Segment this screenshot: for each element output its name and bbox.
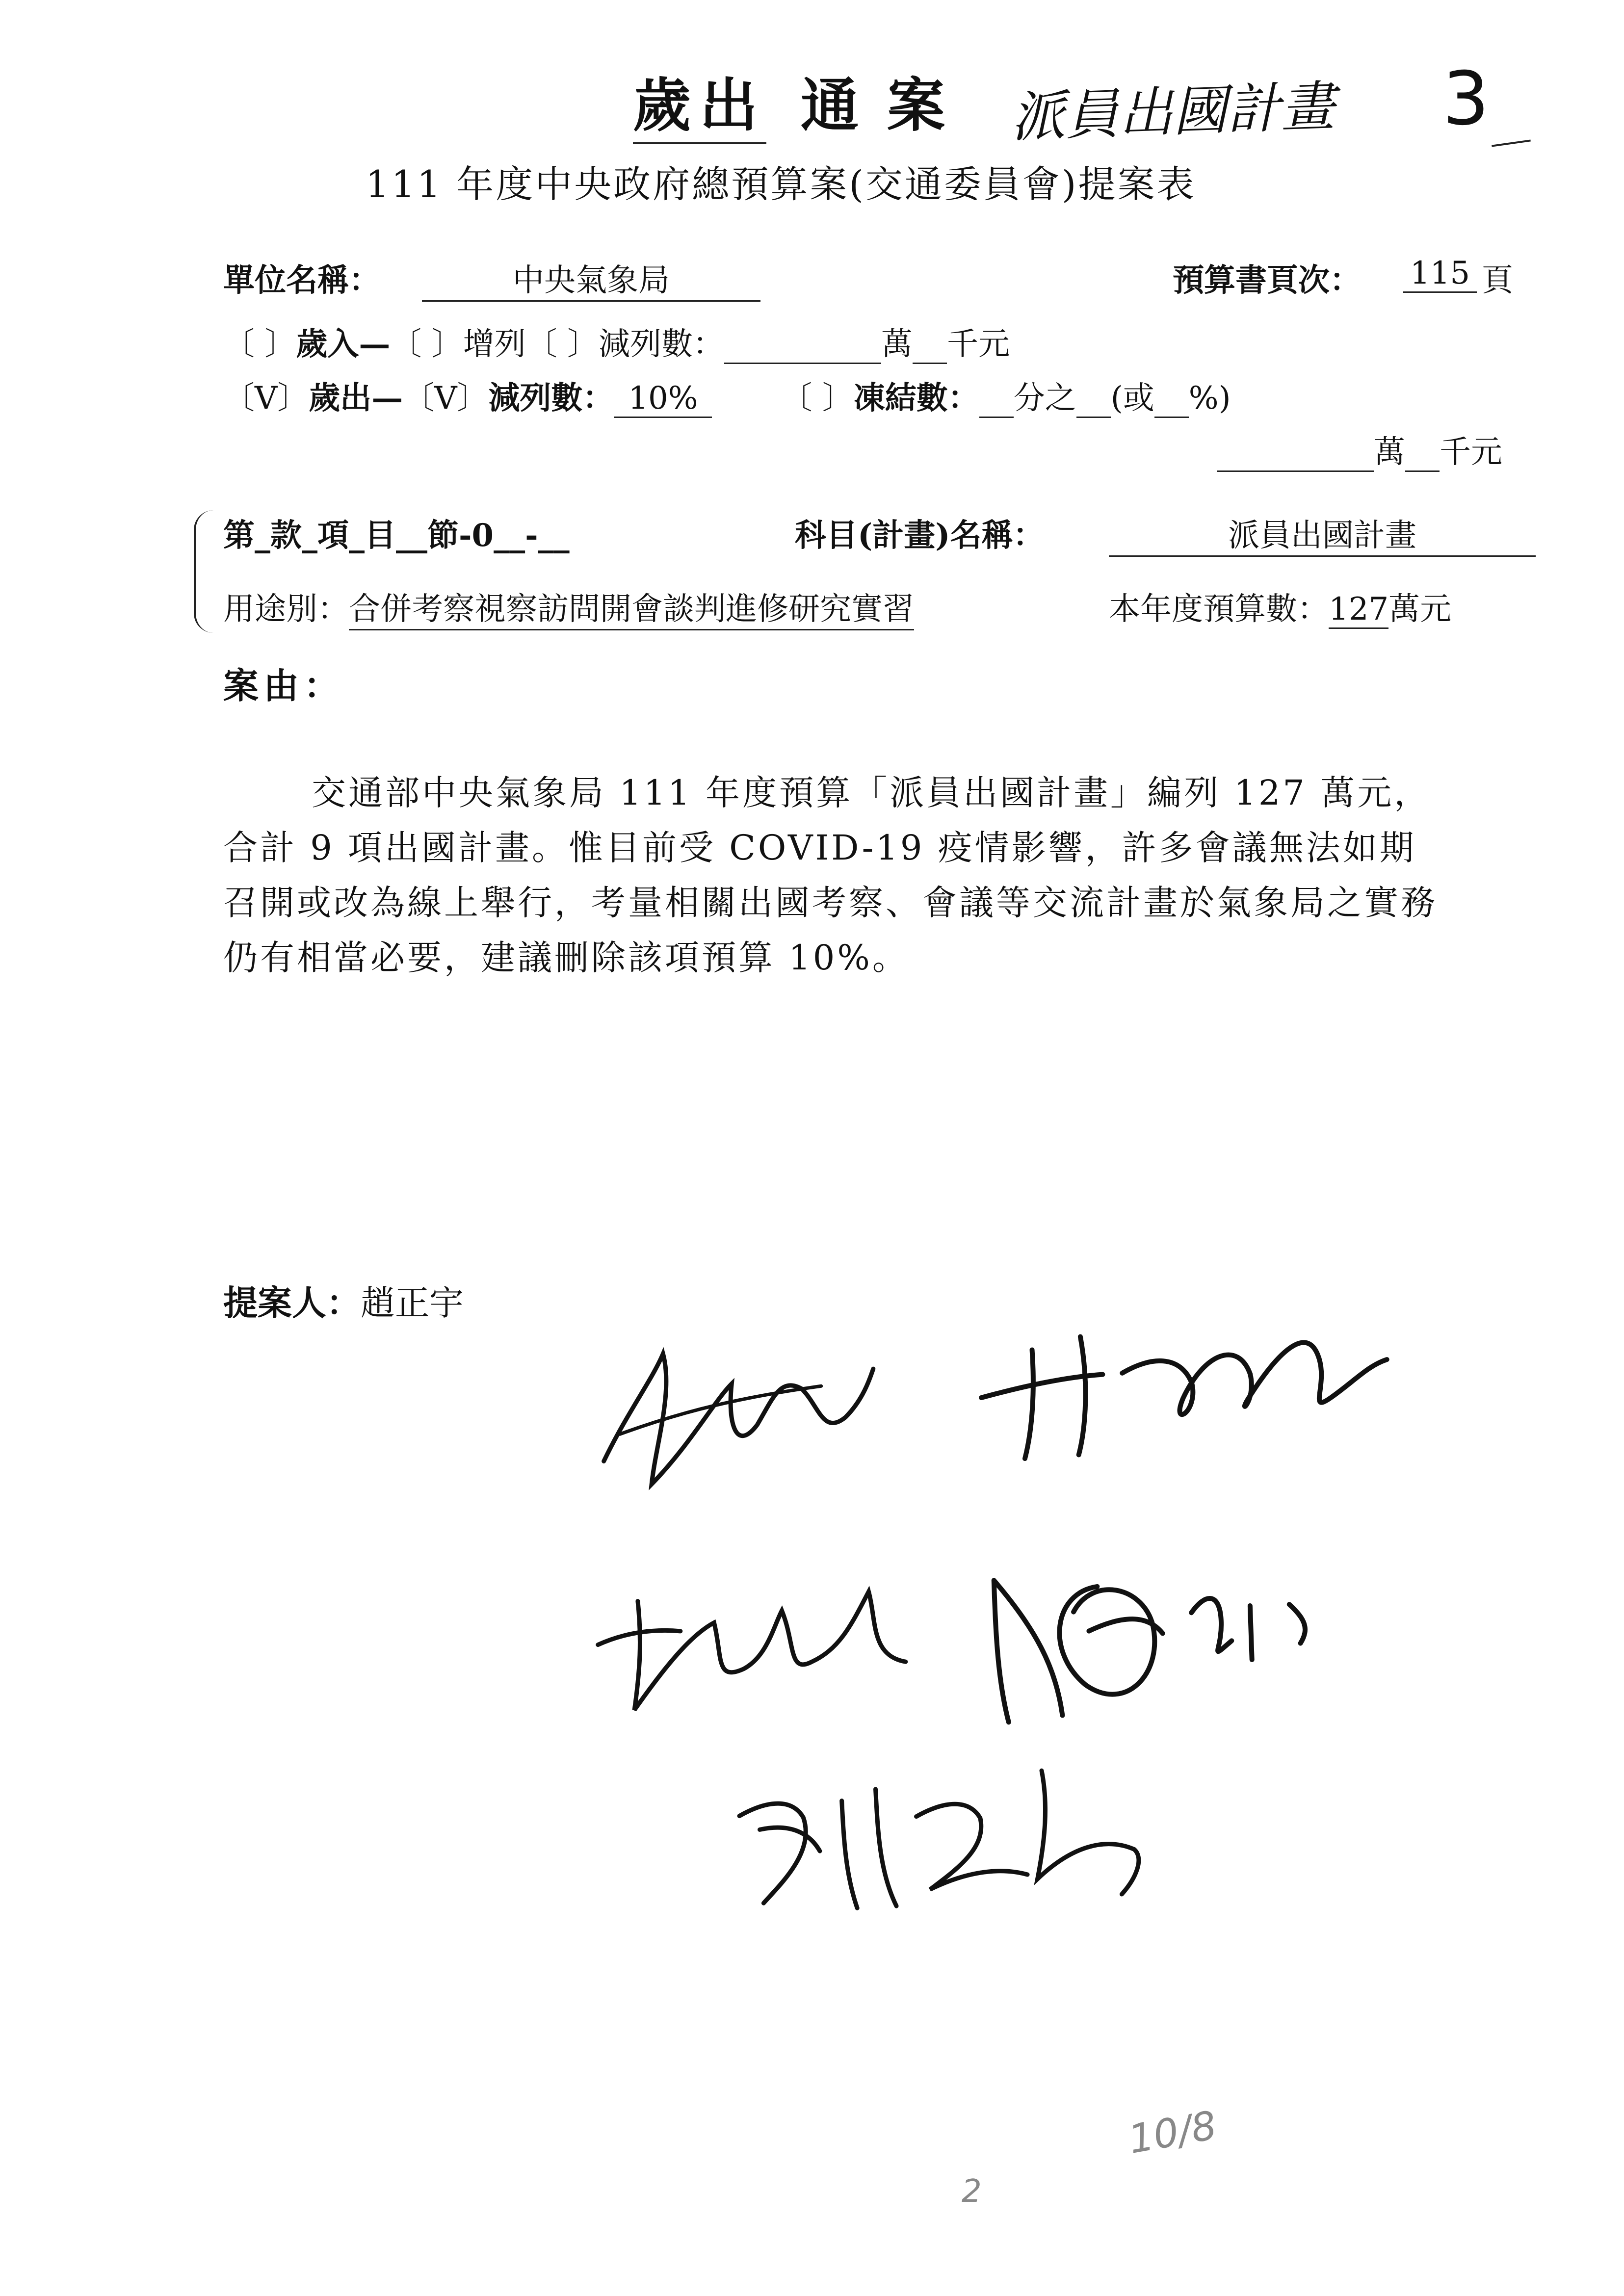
unit-name-label: 單位名稱： — [223, 262, 380, 299]
freeze-checkbox: 〔 〕 — [781, 380, 854, 417]
proposer-name: 趙正宇 — [361, 1283, 464, 1323]
handwritten-topic: 派員出國計畫 — [1010, 75, 1336, 149]
budget-amount-label: 本年度預算數： — [1109, 591, 1329, 627]
use-value: 合併考察視察訪問開會談判進修研究實習 — [349, 584, 914, 630]
page-number-underline — [1492, 139, 1531, 147]
freeze-denominator-blank — [1076, 380, 1111, 418]
budget-amount-value: 127 — [1329, 591, 1388, 629]
budget-page-value: 115 — [1403, 255, 1477, 293]
income-wan: 萬 — [881, 326, 913, 363]
income-line — [223, 319, 1010, 364]
expenditure-cut-label: 減列數： — [488, 380, 614, 417]
title-word-case: 案 — [887, 71, 954, 139]
expenditure-cut-checkbox: 〔V〕 — [403, 380, 489, 417]
freeze-percent-blank — [1154, 380, 1189, 418]
freeze-qian-blank — [1405, 434, 1440, 472]
expenditure-label: 歲出— — [309, 380, 403, 417]
use-label: 用途別： — [223, 591, 349, 627]
income-qian-blank — [913, 326, 947, 364]
income-add-checkbox: 〔 〕 — [390, 326, 463, 363]
expenditure-cut-value: 10% — [614, 380, 712, 418]
budget-amount-line — [1109, 584, 1451, 629]
title-word-expenditure: 歲出 — [633, 59, 766, 144]
title-word-general: 通 — [801, 71, 868, 139]
item-name-value: 派員出國計畫 — [1109, 510, 1536, 557]
use-line — [223, 584, 914, 630]
income-amount-blank — [724, 326, 881, 364]
income-label: 歲入— — [296, 326, 391, 363]
freeze-wan: 萬 — [1374, 434, 1405, 470]
freeze-amount-blank — [1217, 434, 1374, 472]
item-name-label: 科目(計畫)名稱： — [795, 517, 1045, 554]
page-number: 3 — [1442, 56, 1490, 142]
margin-note-b: 10/8 — [1125, 2102, 1220, 2163]
freeze-label: 凍結數： — [853, 380, 979, 417]
reason-body: 交通部中央氣象局 111 年度預算「派員出國計畫」編列 127 萬元，合計 9 項出國計畫。惟目前受 COVID-19 疫情影響，許多會議無法如期召開或改為線上舉行，考量相關出國考察、會議等交流計畫於氣象局之實務仍有相當必要，建議刪除該項預算 10%。 — [223, 773, 1438, 978]
signature-1 — [577, 1305, 894, 1524]
margin-note-a: 2 — [962, 2173, 982, 2210]
signature-4 — [973, 1530, 1333, 1746]
freeze-amount-line — [1217, 427, 1502, 472]
document-title — [633, 59, 954, 144]
signature-3 — [581, 1543, 920, 1741]
document-subtitle: 111 年度中央政府總預算案(交通委員會)提案表 — [366, 162, 1196, 206]
freeze-percent-close: %) — [1188, 380, 1231, 417]
budget-page-suffix: 頁 — [1482, 262, 1513, 299]
income-cut-checkbox: 〔 〕 — [525, 326, 599, 363]
freeze-numerator-blank — [979, 380, 1014, 418]
proposer-line — [223, 1276, 464, 1325]
unit-name-value: 中央氣象局 — [422, 255, 760, 302]
income-cut-label: 減列數： — [599, 326, 725, 363]
expenditure-line — [223, 373, 1231, 418]
freeze-qian-yuan: 千元 — [1440, 434, 1502, 470]
signature-2 — [970, 1286, 1399, 1494]
freeze-fen-zhi: 分之 — [1013, 380, 1076, 417]
reason-label: 案由： — [223, 665, 344, 706]
budget-amount-suffix: 萬元 — [1388, 591, 1452, 627]
income-add-label: 增列 — [463, 326, 526, 363]
income-qian-yuan: 千元 — [947, 326, 1010, 363]
item-brace — [194, 510, 215, 633]
proposer-label: 提案人： — [223, 1283, 361, 1323]
income-checkbox: 〔 〕 — [223, 326, 296, 363]
item-section-numbers: 第_款_項_目__節-0__-__ — [223, 517, 570, 554]
signature-5 — [727, 1736, 1157, 1942]
freeze-or-open: (或 — [1110, 380, 1154, 417]
expenditure-checkbox: 〔V〕 — [223, 380, 309, 417]
budget-page-label: 預算書頁次： — [1173, 262, 1361, 299]
